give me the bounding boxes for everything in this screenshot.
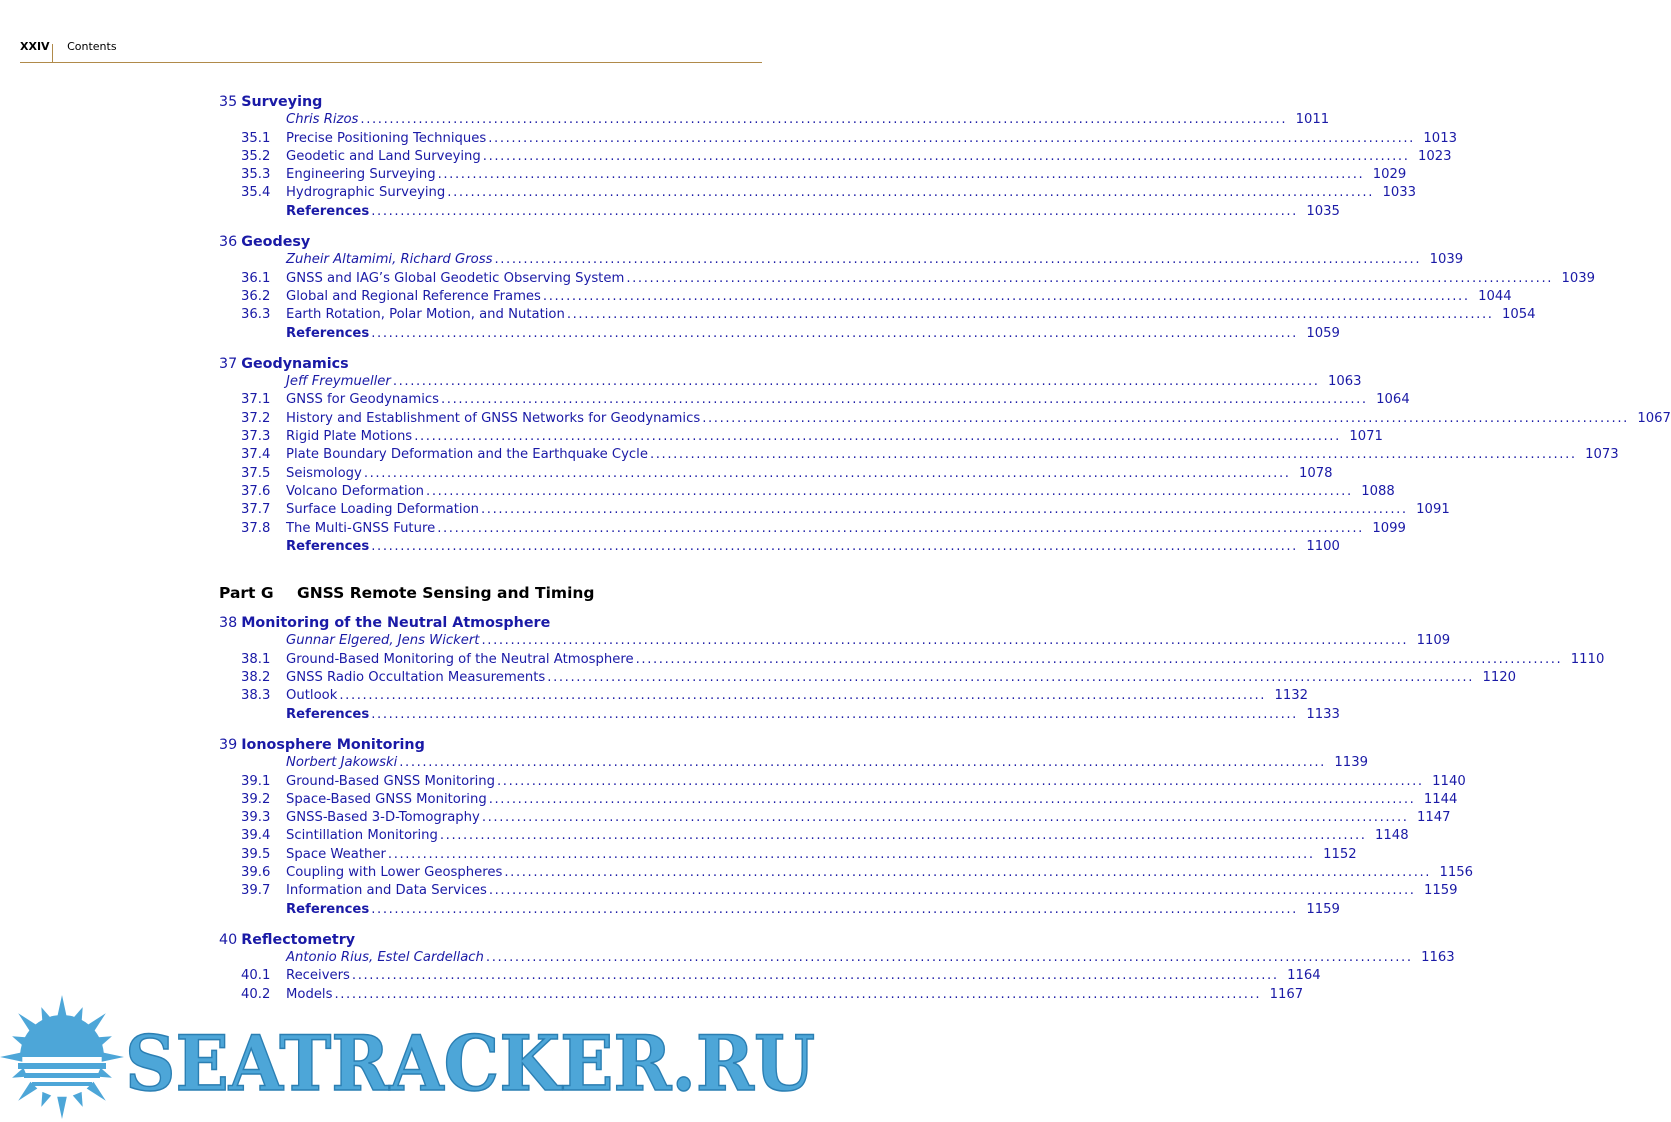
toc-entry[interactable]: [219, 184, 1416, 202]
dot-leader: ................................................................................................................................................................: [441, 392, 1368, 408]
section-title: Space Weather: [286, 846, 386, 862]
toc-entry[interactable]: [219, 166, 1407, 184]
dot-leader: ................................................................................................................................................................: [371, 203, 1298, 219]
section-number: [241, 251, 286, 269]
toc-entry[interactable]: [219, 410, 1671, 428]
references-label: References: [286, 538, 370, 554]
toc-entry[interactable]: [219, 791, 1458, 809]
references-label: References: [286, 325, 370, 341]
section-title: Space-Based GNSS Monitoring: [286, 791, 487, 807]
toc-entry[interactable]: [219, 483, 1395, 501]
page-ref: 1067: [1637, 410, 1671, 426]
section-number: 36.3: [241, 307, 271, 323]
dot-leader: ................................................................................................................................................................: [547, 670, 1474, 686]
chapter-name: Surveying: [241, 94, 323, 110]
section-number: 39.4: [241, 828, 271, 844]
chapter-number: 39: [219, 736, 238, 753]
watermark: [0, 995, 830, 1122]
section-number: [241, 373, 286, 391]
dot-leader: ................................................................................................................................................................: [371, 325, 1298, 341]
author-entry[interactable]: [219, 373, 1362, 391]
dot-leader: ................................................................................................................................................................: [494, 252, 1422, 268]
section-title: History and Establishment of GNSS Networks for Geodynamics: [286, 410, 701, 426]
dot-leader: ................................................................................................................................................................: [387, 846, 1315, 862]
references-entry[interactable]: [219, 901, 1340, 919]
table-of-contents: [219, 93, 1671, 1016]
chapter-number: 37: [219, 355, 238, 372]
section-number: 35.2: [241, 148, 271, 164]
author-names: Gunnar Elgered, Jens Wickert: [286, 633, 480, 649]
section-number: 39.1: [241, 773, 271, 789]
chapters-after-part: [219, 614, 1605, 1004]
header-divider-tick: [52, 44, 53, 62]
page-ref: 1033: [1382, 185, 1416, 201]
toc-entry[interactable]: [219, 651, 1605, 669]
page-ref: 1073: [1585, 447, 1619, 463]
part-label: Part G: [219, 584, 274, 603]
chapter-block: [219, 931, 1455, 1004]
dot-leader: ................................................................................................................................................................: [482, 148, 1410, 164]
toc-entry[interactable]: [219, 446, 1619, 464]
toc-entry[interactable]: [219, 827, 1409, 845]
dot-leader: ................................................................................................................................................................: [360, 112, 1288, 128]
page-ref: 1167: [1269, 986, 1304, 1002]
page-ref: 1039: [1561, 270, 1596, 286]
toc-entry[interactable]: [219, 306, 1536, 324]
sea-line-1: [18, 1063, 106, 1069]
header-section: Contents: [67, 40, 117, 53]
page-ref: 1140: [1432, 773, 1466, 789]
section-title: Volcano Deformation: [286, 483, 425, 499]
section-number: 35.4: [241, 185, 271, 201]
section-number: 37.4: [241, 447, 271, 463]
dot-leader: ................................................................................................................................................................: [334, 986, 1262, 1002]
dot-leader: ................................................................................................................................................................: [702, 410, 1629, 426]
chapter-number: 40: [219, 931, 238, 948]
references-label: References: [286, 706, 370, 722]
dot-leader: ................................................................................................................................................................: [371, 901, 1298, 917]
section-title: The Multi-GNSS Future: [286, 520, 436, 536]
section-number: 38.2: [241, 670, 271, 686]
page-ref: 1152: [1323, 846, 1357, 862]
section-title: Plate Boundary Deformation and the Earthquake Cycle: [286, 447, 648, 463]
toc-entry[interactable]: [219, 669, 1516, 687]
dot-leader: ................................................................................................................................................................: [485, 950, 1413, 966]
page-ref: 1110: [1570, 651, 1605, 667]
dot-leader: ................................................................................................................................................................: [626, 270, 1554, 286]
chapter-block: [219, 614, 1605, 724]
dot-leader: ................................................................................................................................................................: [392, 374, 1320, 390]
author-names: Zuheir Altamimi, Richard Gross: [286, 252, 493, 268]
page-ref: 1159: [1423, 883, 1458, 899]
chapter-name: Reflectometry: [241, 931, 356, 948]
author-names: Jeff Freymueller: [286, 374, 391, 390]
page-ref: 1156: [1439, 864, 1474, 880]
references-entry[interactable]: [219, 325, 1340, 343]
page-ref: 1023: [1417, 148, 1452, 164]
toc-entry[interactable]: [219, 773, 1466, 791]
section-title: Earth Rotation, Polar Motion, and Nutation: [286, 307, 565, 323]
page-ref: 1013: [1423, 130, 1457, 146]
section-number: [241, 111, 286, 129]
section-title: GNSS for Geodynamics: [286, 392, 439, 408]
page-number: XXIV: [20, 40, 50, 53]
page-ref: 1078: [1299, 465, 1333, 481]
section-number: 37.3: [241, 429, 271, 445]
toc-entry[interactable]: [219, 270, 1596, 288]
toc-entry[interactable]: [219, 967, 1321, 985]
references-entry[interactable]: [219, 538, 1340, 556]
sun-ray: [73, 1092, 83, 1107]
references-label: References: [286, 901, 370, 917]
page-ref: 1039: [1429, 252, 1464, 268]
toc-entry[interactable]: [219, 465, 1333, 483]
dot-leader: ................................................................................................................................................................: [504, 864, 1432, 880]
chapter-number: 36: [219, 234, 238, 251]
section-number: 36.1: [241, 270, 271, 286]
dot-leader: ................................................................................................................................................................: [488, 883, 1416, 899]
section-title: GNSS-Based 3-D-Tomography: [286, 810, 480, 826]
section-number: [241, 901, 286, 919]
dot-leader: ................................................................................................................................................................: [351, 968, 1279, 984]
sun-ray: [102, 1052, 124, 1062]
section-number: 38.3: [241, 688, 271, 704]
section-number: 35.3: [241, 167, 271, 183]
section-number: 37.6: [241, 483, 271, 499]
toc-entry[interactable]: [219, 846, 1357, 864]
author-names: Antonio Rius, Estel Cardellach: [286, 950, 484, 966]
section-number: [241, 325, 286, 343]
section-title: Rigid Plate Motions: [286, 429, 413, 445]
chapter-title[interactable]: [219, 931, 762, 949]
page-ref: 1133: [1306, 706, 1340, 722]
author-names: Norbert Jakowski: [286, 755, 398, 771]
dot-leader: ................................................................................................................................................................: [497, 773, 1424, 789]
running-header: [20, 40, 117, 53]
section-number: [241, 632, 286, 650]
chapter-number: 38: [219, 615, 238, 632]
page-ref: 1044: [1478, 288, 1512, 304]
section-number: [241, 538, 286, 556]
chapter-name: Monitoring of the Neutral Atmosphere: [241, 615, 551, 632]
section-title: Global and Regional Reference Frames: [286, 288, 541, 304]
page-ref: 1147: [1417, 810, 1451, 826]
author-entry[interactable]: [219, 754, 1368, 772]
page-ref: 1063: [1327, 374, 1362, 390]
dot-leader: ................................................................................................................................................................: [426, 483, 1353, 499]
part-title: GNSS Remote Sensing and Timing: [296, 584, 595, 603]
page-ref: 1054: [1502, 307, 1536, 323]
page-ref: 1064: [1376, 392, 1410, 408]
page-ref: 1144: [1423, 791, 1458, 807]
section-number: 38.1: [241, 651, 271, 667]
chapter-name: Geodesy: [241, 234, 311, 251]
section-title: Coupling with Lower Geospheres: [286, 864, 503, 880]
section-number: 36.2: [241, 288, 271, 304]
toc-entry[interactable]: [219, 130, 1457, 148]
dot-leader: ................................................................................................................................................................: [481, 810, 1409, 826]
chapter-title[interactable]: [219, 233, 762, 251]
section-title: Models: [286, 986, 333, 1002]
dot-leader: ................................................................................................................................................................: [437, 520, 1364, 536]
dot-leader: ................................................................................................................................................................: [488, 130, 1415, 146]
toc-entry[interactable]: [219, 501, 1450, 519]
page-ref: 1091: [1416, 502, 1450, 518]
sun-ray: [57, 995, 67, 1017]
section-title: GNSS Radio Occultation Measurements: [286, 670, 546, 686]
section-title: Precise Positioning Techniques: [286, 130, 487, 146]
section-number: 39.3: [241, 810, 271, 826]
references-entry[interactable]: [219, 203, 1340, 221]
section-title: Information and Data Services: [286, 883, 487, 899]
toc-entry[interactable]: [219, 882, 1458, 900]
dot-leader: ................................................................................................................................................................: [566, 307, 1494, 323]
dot-leader: ................................................................................................................................................................: [363, 465, 1291, 481]
section-title: Scintillation Monitoring: [286, 828, 438, 844]
section-title: Hydrographic Surveying: [286, 185, 446, 201]
chapter-number: 35: [219, 94, 238, 110]
part-heading: [219, 582, 762, 604]
toc-entry[interactable]: [219, 428, 1383, 446]
section-number: 35.1: [241, 130, 271, 146]
chapters-before-part: [219, 93, 1671, 556]
dot-leader: ................................................................................................................................................................: [414, 429, 1341, 445]
chapter-title[interactable]: [219, 93, 762, 111]
section-title: Seismology: [286, 465, 362, 481]
sea-line-2: [24, 1073, 100, 1078]
toc-entry[interactable]: [219, 148, 1452, 166]
section-number: 39.2: [241, 791, 271, 807]
references-entry[interactable]: [219, 706, 1340, 724]
author-names: Chris Rizos: [286, 112, 359, 128]
section-number: [241, 754, 286, 772]
toc-entry[interactable]: [219, 391, 1410, 409]
dot-leader: ................................................................................................................................................................: [371, 706, 1298, 722]
chapter-title[interactable]: [219, 355, 762, 373]
chapter-block: [219, 93, 1457, 221]
page-ref: 1120: [1482, 670, 1516, 686]
author-entry[interactable]: [219, 632, 1451, 650]
page-ref: 1029: [1372, 167, 1407, 183]
dot-leader: ................................................................................................................................................................: [437, 167, 1365, 183]
chapter-name: Ionosphere Monitoring: [241, 736, 425, 753]
page-ref: 1059: [1306, 325, 1340, 341]
section-number: 37.7: [241, 502, 271, 518]
sun-ray: [57, 1097, 67, 1119]
dot-leader: ................................................................................................................................................................: [481, 502, 1408, 518]
toc-entry[interactable]: [219, 288, 1512, 306]
dot-leader: ................................................................................................................................................................: [542, 288, 1470, 304]
dot-leader: ................................................................................................................................................................: [649, 447, 1577, 463]
section-number: 39.5: [241, 846, 271, 862]
sea-line-3: [32, 1082, 92, 1086]
page-ref: 1100: [1306, 538, 1340, 554]
sun-ray: [0, 1052, 22, 1062]
chapter-block: [219, 233, 1596, 343]
section-title: Geodetic and Land Surveying: [286, 148, 481, 164]
chapter-block: [219, 736, 1474, 919]
author-entry[interactable]: [219, 251, 1464, 269]
chapter-block: [219, 355, 1671, 556]
dot-leader: ................................................................................................................................................................: [339, 688, 1267, 704]
section-title: Surface Loading Deformation: [286, 502, 480, 518]
section-number: 39.6: [241, 864, 271, 880]
toc-entry[interactable]: [219, 864, 1474, 882]
page-ref: 1099: [1372, 520, 1406, 536]
chapter-title[interactable]: [219, 614, 762, 632]
author-entry[interactable]: [219, 949, 1455, 967]
section-number: 37.1: [241, 392, 271, 408]
toc-entry[interactable]: [219, 520, 1406, 538]
page-ref: 1159: [1306, 901, 1340, 917]
section-number: 37.5: [241, 465, 271, 481]
page-ref: 1148: [1375, 828, 1409, 844]
sun-disc: [20, 1015, 104, 1057]
dot-leader: ................................................................................................................................................................: [439, 828, 1367, 844]
dot-leader: ................................................................................................................................................................: [371, 538, 1298, 554]
section-number: [241, 203, 286, 221]
toc-entry[interactable]: [219, 687, 1309, 705]
dot-leader: ................................................................................................................................................................: [635, 651, 1563, 667]
section-title: Ground-Based Monitoring of the Neutral Atmosphere: [286, 651, 634, 667]
section-title: Ground-Based GNSS Monitoring: [286, 773, 496, 789]
page-ref: 1109: [1416, 633, 1451, 649]
dot-leader: ................................................................................................................................................................: [488, 791, 1416, 807]
toc-entry[interactable]: [219, 809, 1451, 827]
section-title: Receivers: [286, 968, 350, 984]
section-number: 39.7: [241, 883, 271, 899]
page-ref: 1035: [1306, 203, 1340, 219]
page-ref: 1071: [1349, 429, 1383, 445]
page-ref: 1011: [1295, 112, 1330, 128]
section-title: Outlook: [286, 688, 338, 704]
section-title: Engineering Surveying: [286, 167, 436, 183]
sun-ray: [41, 1092, 51, 1107]
sun-logo-icon: [0, 995, 124, 1119]
author-entry[interactable]: [219, 111, 1330, 129]
section-number: [241, 706, 286, 724]
page-ref: 1088: [1361, 483, 1395, 499]
chapter-name: Geodynamics: [241, 355, 349, 372]
chapter-title[interactable]: [219, 736, 762, 754]
page-ref: 1164: [1287, 968, 1321, 984]
watermark-text: SEATRACKER.RU: [125, 1019, 815, 1108]
dot-leader: ................................................................................................................................................................: [481, 633, 1409, 649]
section-number: 40.2: [241, 986, 271, 1002]
dot-leader: ................................................................................................................................................................: [447, 185, 1374, 201]
section-number: 37.8: [241, 520, 271, 536]
section-number: 37.2: [241, 410, 271, 426]
references-label: References: [286, 203, 370, 219]
page-ref: 1163: [1421, 950, 1455, 966]
section-number: 40.1: [241, 968, 271, 984]
section-number: [241, 949, 286, 967]
section-title: GNSS and IAG’s Global Geodetic Observing System: [286, 270, 625, 286]
header-rule: [20, 62, 762, 63]
page-ref: 1132: [1274, 688, 1309, 704]
dot-leader: ................................................................................................................................................................: [399, 755, 1326, 771]
page-ref: 1139: [1334, 755, 1368, 771]
